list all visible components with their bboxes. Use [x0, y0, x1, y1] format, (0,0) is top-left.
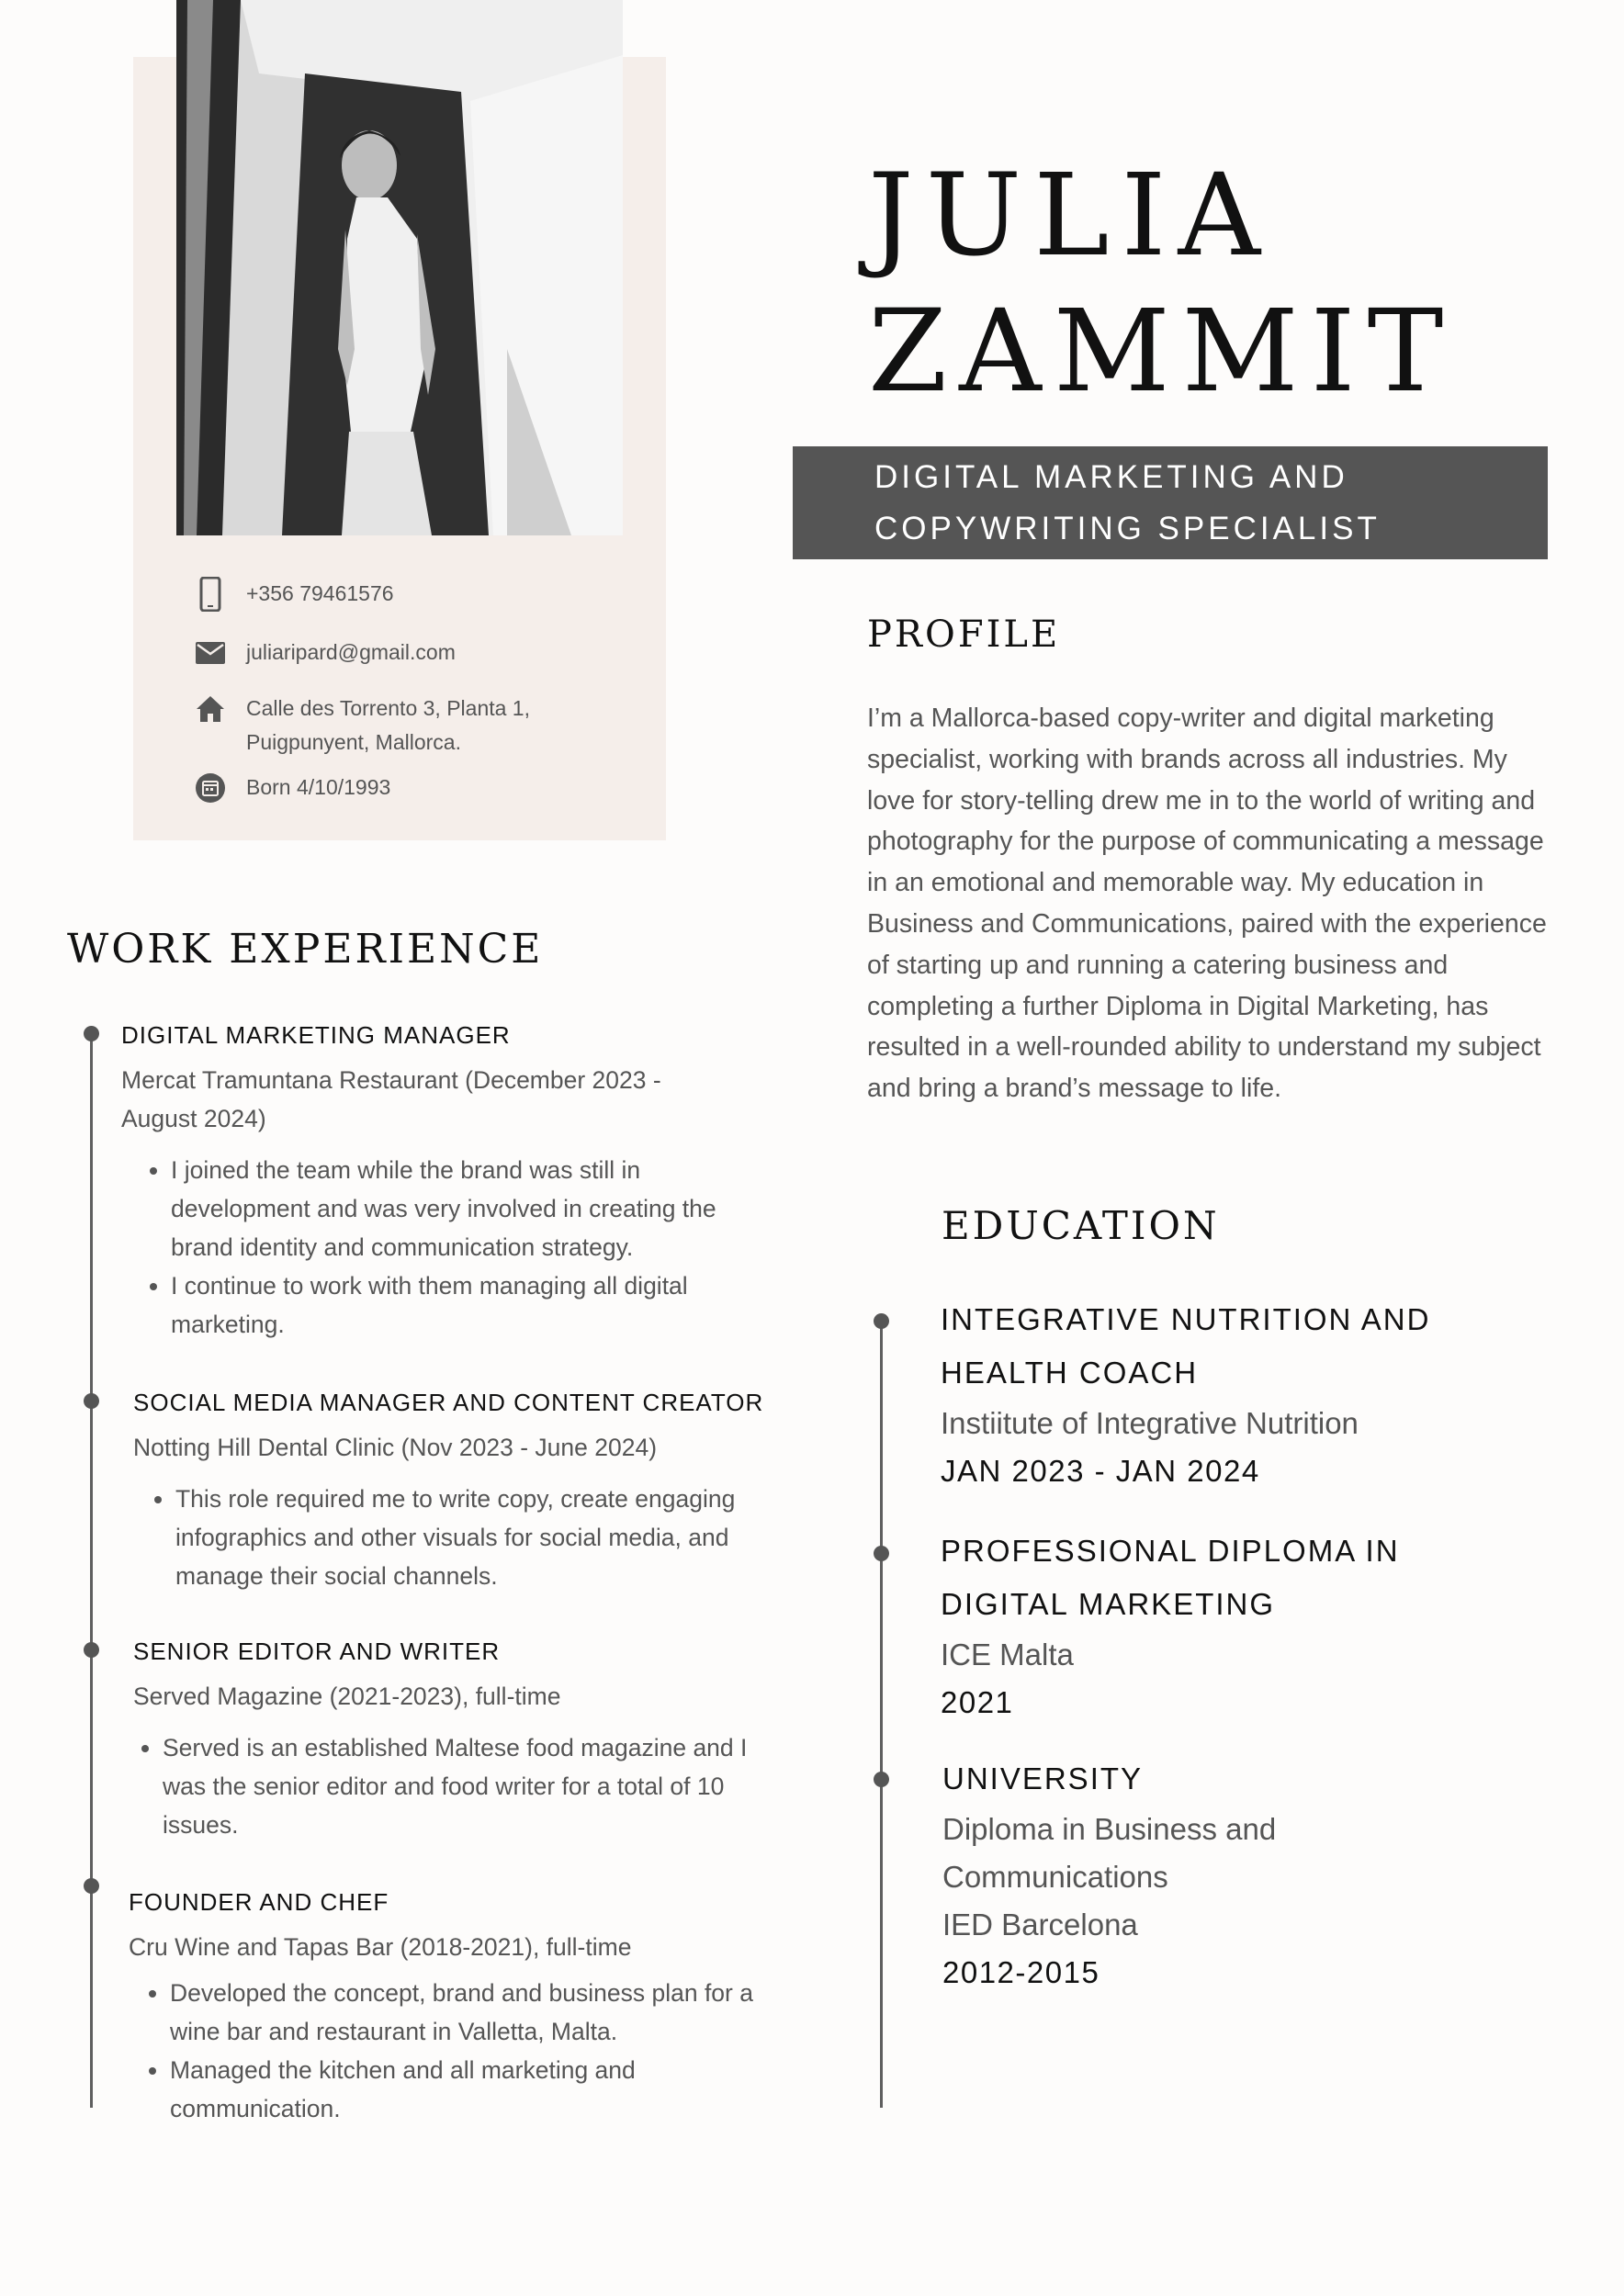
job-entry-2: [133, 1389, 795, 1595]
education-3-school: Diploma in Business and Communications IED Barcelona: [942, 1812, 1277, 1941]
job-2-title: SOCIAL MEDIA MANAGER AND CONTENT CREATOR: [133, 1389, 764, 1416]
timeline-dot: [84, 1393, 99, 1409]
profile-text: I’m a Mallorca-based copy-writer and digital marketing specialist, working with brands across all industries. My love for story-telling drew me in to the world of writing and photography for the purpose of communicating a message in an emotional and memorable way. My education in Business and Communications, paired with the experience of starting up and running a catering business and completing a further Diploma in Digital Marketing, has resulted in a well-rounded ability to understand my subject and bring a brand’s message to life.: [867, 703, 1547, 1104]
job-1-company: Mercat Tramuntana Restaurant (December 2023 - August 2024): [121, 1066, 661, 1132]
education-3-title: UNIVERSITY: [942, 1761, 1144, 1795]
job-2-bullets: [133, 1480, 763, 1595]
contact-born: [193, 771, 390, 805]
contact-phone[interactable]: [193, 577, 394, 612]
job-entry-1: [121, 1021, 764, 1344]
calendar-icon: [193, 771, 228, 805]
education-2-school: ICE Malta: [941, 1638, 1074, 1671]
home-icon: [193, 692, 228, 726]
education-entry-3: [942, 1752, 1457, 1997]
education-entry-1: [941, 1293, 1455, 1495]
education-3-date: 2012-2015: [942, 1955, 1100, 1989]
portrait-photo-icon: [176, 0, 623, 535]
timeline-dot: [84, 1878, 99, 1894]
education-2-title: PROFESSIONAL DIPLOMA IN DIGITAL MARKETING: [941, 1534, 1400, 1621]
education-2-date: 2021: [941, 1685, 1014, 1719]
address: Calle des Torrento 3, Planta 1, Puigpunyent, Mallorca.: [246, 696, 530, 754]
education-1-date: JAN 2023 - JAN 2024: [941, 1454, 1260, 1488]
job-4-title: FOUNDER AND CHEF: [129, 1888, 389, 1916]
job-3-company: Served Magazine (2021-2023), full-time: [133, 1683, 561, 1710]
job-4-bullet-2: • Managed the kitchen and all marketing and communication.: [170, 2051, 767, 2128]
birth-date: Born 4/10/1993: [246, 775, 391, 799]
job-entry-3: [133, 1638, 776, 1844]
contact-address: [193, 692, 530, 760]
job-4-company: Cru Wine and Tapas Bar (2018-2021), full-time: [129, 1933, 632, 1961]
timeline-dot: [84, 1642, 99, 1658]
education-1-school: Instiitute of Integrative Nutrition: [941, 1406, 1359, 1440]
timeline-dot: [84, 1026, 99, 1041]
job-1-bullet-1: • I joined the team while the brand was still in development and was very involved in creating the brand identity and communication strategy.: [171, 1151, 740, 1266]
email-address[interactable]: juliaripard@gmail.com: [246, 640, 456, 664]
job-1-bullet-2: • I continue to work with them managing all digital marketing.: [171, 1266, 740, 1344]
education-heading: EDUCATION: [942, 1203, 1220, 1248]
job-1-title: DIGITAL MARKETING MANAGER: [121, 1021, 511, 1049]
job-4-bullets: [129, 1974, 767, 2128]
timeline-dot: [874, 1313, 889, 1329]
mail-icon: [193, 636, 228, 670]
job-3-bullet-1: • Served is an established Maltese food magazine and I was the senior editor and food writer for a total of 10 issues.: [163, 1728, 750, 1844]
job-4-bullet-1: • Developed the concept, brand and business plan for a wine bar and restaurant in Valletta, Malta.: [170, 1974, 767, 2051]
profile-photo: [176, 0, 623, 535]
timeline-dot: [874, 1772, 889, 1787]
job-1-bullets: [121, 1151, 740, 1344]
job-2-bullet-1: • This role required me to write copy, create engaging infographics and other visuals for social media, and manage their social channels.: [175, 1480, 763, 1595]
job-3-title: SENIOR EDITOR AND WRITER: [133, 1638, 501, 1665]
timeline-dot: [874, 1546, 889, 1561]
job-3-bullets: [133, 1728, 750, 1844]
contact-email[interactable]: [193, 636, 456, 670]
education-entry-2: [941, 1525, 1455, 1727]
job-title: DIGITAL MARKETING AND COPYWRITING SPECIALIST: [874, 459, 1381, 546]
work-experience-heading: WORK EXPERIENCE: [67, 926, 544, 973]
phone-number[interactable]: +356 79461576: [246, 581, 394, 605]
job-2-company: Notting Hill Dental Clinic (Nov 2023 - June 2024): [133, 1434, 658, 1461]
education-1-title: INTEGRATIVE NUTRITION AND HEALTH COACH: [941, 1302, 1431, 1390]
first-name: JULIA: [868, 150, 1273, 282]
work-timeline: [90, 1033, 93, 2108]
education-timeline: [880, 1321, 883, 2108]
last-name: ZAMMIT: [868, 286, 1456, 418]
job-entry-4: [129, 1888, 772, 2128]
phone-icon: [193, 577, 228, 612]
profile-heading: PROFILE: [867, 613, 1061, 656]
